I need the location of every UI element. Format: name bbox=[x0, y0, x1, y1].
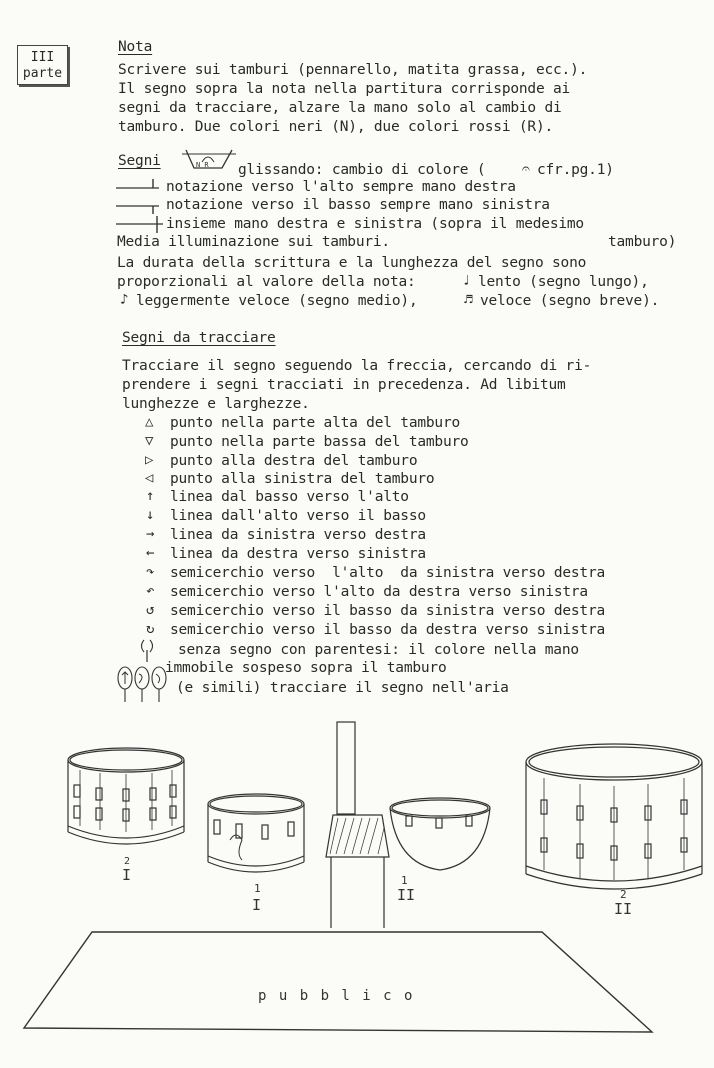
drum-label-super: 1 bbox=[254, 882, 261, 895]
sign-label: punto nella parte bassa del tamburo bbox=[170, 434, 469, 450]
segni-heading: Segni bbox=[118, 153, 161, 169]
notation-down-icon bbox=[116, 206, 159, 214]
audience-area bbox=[24, 932, 652, 1032]
point-left-icon: ◁ bbox=[145, 470, 154, 486]
eighth-note-icon: ♪ bbox=[120, 292, 129, 308]
sign-label: linea dal basso verso l'alto bbox=[170, 489, 409, 505]
arc-up-left-icon: ↶ bbox=[146, 583, 155, 599]
notation-up-text: notazione verso l'alto sempre mano destra bbox=[166, 179, 516, 195]
nota-line-2: Il segno sopra la nota nella partitura corrisponde ai bbox=[118, 81, 571, 97]
drum-label-super: 1 bbox=[401, 874, 408, 887]
drum-label-roman: I bbox=[252, 896, 262, 914]
arc-up-right-icon: ↷ bbox=[146, 564, 155, 580]
air-text: (e simili) tracciare il segno nell'aria bbox=[176, 680, 509, 696]
arrow-up-icon: ↑ bbox=[146, 488, 155, 504]
air-signs-icon bbox=[115, 664, 173, 704]
point-top-icon: △ bbox=[145, 414, 154, 430]
fermata-icon: 𝄐 bbox=[522, 161, 530, 177]
notation-down-text: notazione verso il basso sempre mano sinistra bbox=[166, 197, 550, 213]
glissando-text: glissando: cambio di colore ( bbox=[238, 162, 486, 178]
audience-label: p u b b l i c o bbox=[258, 988, 415, 1004]
parenthesis-sign-icon bbox=[138, 636, 158, 664]
glissando-icon bbox=[182, 146, 236, 172]
point-bottom-icon: ▽ bbox=[145, 433, 154, 449]
drum-label-roman: II bbox=[614, 900, 633, 918]
part-number: III bbox=[30, 50, 55, 65]
illumination-text: Media illuminazione sui tamburi. bbox=[117, 234, 390, 250]
notation-both-text: insieme mano destra e sinistra (sopra il medesimo bbox=[166, 216, 584, 232]
duration-line-1: La durata della scrittura e la lunghezza del segno sono bbox=[117, 255, 587, 271]
drum-label-super: 2 bbox=[124, 856, 131, 867]
sign-label: linea da sinistra verso destra bbox=[170, 527, 426, 543]
nota-heading: Nota bbox=[118, 39, 153, 55]
notation-both-end: tamburo) bbox=[608, 234, 677, 250]
sign-label: semicerchio verso l'alto da destra verso sinistra bbox=[170, 584, 588, 600]
point-right-icon: ▷ bbox=[145, 452, 154, 468]
sixteenth-note-icon: ♬ bbox=[464, 292, 473, 308]
drum-label-super: 2 bbox=[620, 888, 627, 901]
sign-label: punto alla sinistra del tamburo bbox=[170, 471, 435, 487]
arrow-right-icon: → bbox=[146, 526, 155, 542]
notation-up-icon bbox=[116, 179, 159, 188]
glissando-ref: cfr.pg.1) bbox=[537, 162, 614, 178]
tracciare-intro-1: Tracciare il segno seguendo la freccia, cercando di ri- bbox=[122, 358, 592, 374]
sign-label: punto nella parte alta del tamburo bbox=[170, 415, 461, 431]
arc-down-right-icon: ↺ bbox=[146, 602, 155, 618]
nota-line-4: tamburo. Due colori neri (N), due colori rossi (R). bbox=[118, 119, 554, 135]
performer-stand bbox=[326, 722, 389, 928]
tracciare-heading: Segni da tracciare bbox=[122, 330, 276, 346]
duration-line-2b: lento (segno lungo), bbox=[478, 274, 649, 290]
drum-illustration bbox=[526, 744, 702, 889]
sign-label: punto alla destra del tamburo bbox=[170, 453, 418, 469]
duration-line-2: proporzionali al valore della nota: bbox=[117, 274, 416, 290]
duration-line-3a: leggermente veloce (segno medio), bbox=[136, 293, 418, 309]
arrow-left-icon: ← bbox=[146, 545, 155, 561]
drum-illustration bbox=[390, 798, 490, 870]
paren-line-2: immobile sospeso sopra il tamburo bbox=[165, 660, 447, 676]
stage-diagram bbox=[0, 715, 714, 1068]
notation-both-icon bbox=[116, 216, 163, 233]
drum-label-roman: II bbox=[397, 886, 416, 904]
part-word: parte bbox=[22, 66, 63, 81]
tracciare-intro-3: lunghezze e larghezze. bbox=[122, 396, 310, 412]
drum-label-roman: I bbox=[122, 866, 132, 884]
nota-line-1: Scrivere sui tamburi (pennarello, matita grassa, ecc.). bbox=[118, 62, 588, 78]
arrow-down-icon: ↓ bbox=[146, 507, 155, 523]
duration-line-3b: veloce (segno breve). bbox=[480, 293, 660, 309]
sign-label: semicerchio verso l'alto da sinistra verso destra bbox=[170, 565, 606, 581]
paren-line-1: senza segno con parentesi: il colore nella mano bbox=[178, 642, 579, 658]
sign-label: semicerchio verso il basso da destra verso sinistra bbox=[170, 622, 606, 638]
quarter-note-icon: ♩ bbox=[462, 273, 471, 289]
svg-text:N R: N R bbox=[196, 161, 209, 169]
arc-down-left-icon: ↻ bbox=[146, 621, 155, 637]
part-label bbox=[17, 45, 68, 85]
sign-label: semicerchio verso il basso da sinistra verso destra bbox=[170, 603, 606, 619]
sign-label: linea da destra verso sinistra bbox=[170, 546, 426, 562]
drum-illustration bbox=[208, 794, 304, 872]
tracciare-intro-2: prendere i segni tracciati in precedenza. Ad libitum bbox=[122, 377, 566, 393]
nota-line-3: segni da tracciare, alzare la mano solo al cambio di bbox=[118, 100, 562, 116]
drum-illustration bbox=[68, 748, 184, 844]
sign-label: linea dall'alto verso il basso bbox=[170, 508, 426, 524]
